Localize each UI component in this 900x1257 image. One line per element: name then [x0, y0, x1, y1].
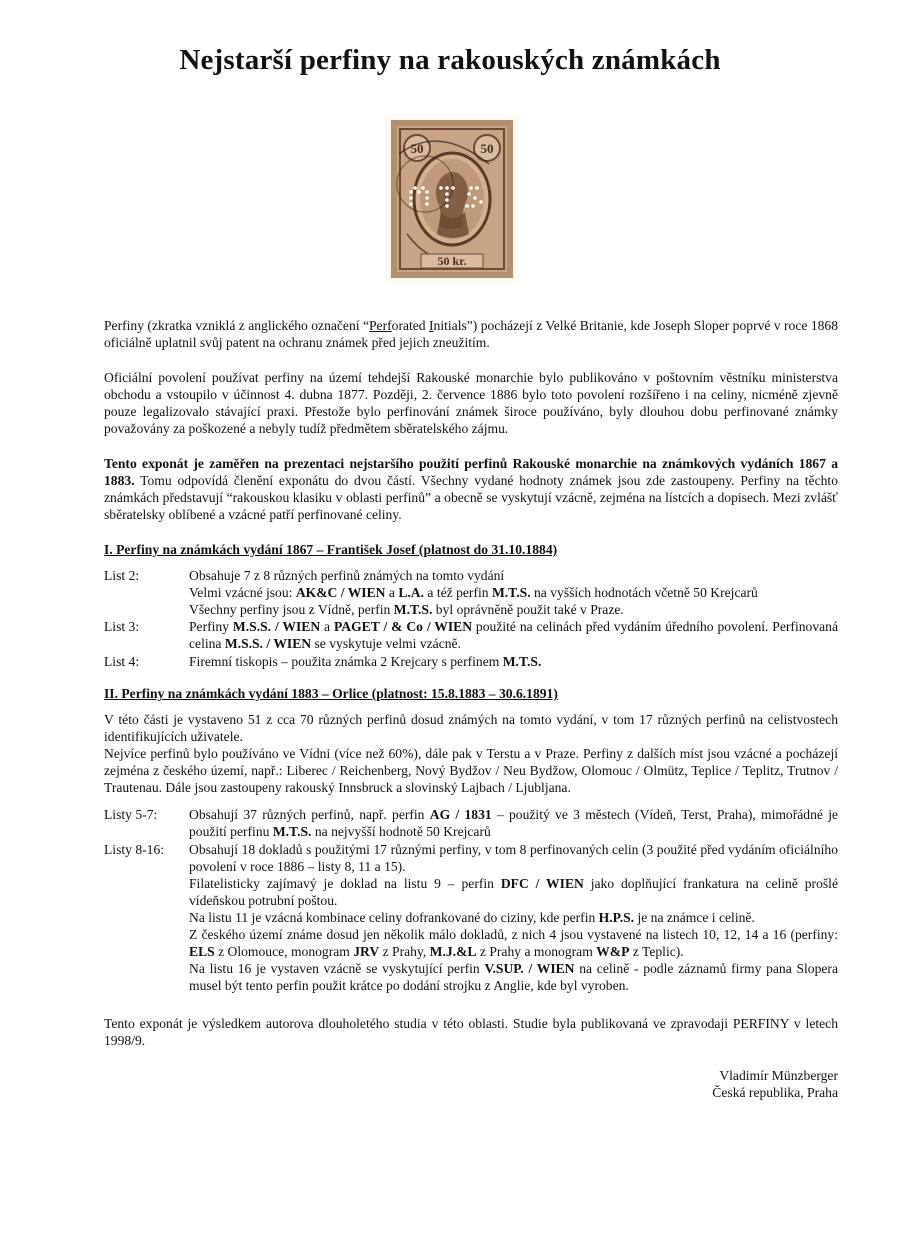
stamp-value-top-left: 50 — [410, 141, 424, 156]
intro-text: nitials”) pocházejí z Velké Britanie, kde Joseph Sloper poprvé v roce 1868 oficiálně uplatnil svůj patent na ochranu známek před jejich zneužitím. — [104, 318, 839, 350]
list-3-entry — [104, 618, 838, 652]
lists-8-16-line: Na listu 11 je vzácná kombinace celiny dofrankované do ciziny, kde perfin H.P.S. je na známce i celině. — [189, 910, 755, 925]
section-1-heading: I. Perfiny na známkách vydání 1867 – František Josef (platnost do 31.10.1884) — [104, 542, 558, 557]
intro-text: Perfiny (zkratka vzniklá z anglického označení “ — [104, 318, 369, 333]
lists-8-16-line: Filatelisticky zajímavý je doklad na listu 9 – perfin DFC / WIEN jako doplňující frankatura na celině prošlé vídeňskou potrubní poštou. — [189, 876, 838, 908]
list-3-text: Perfiny M.S.S. / WIEN a PAGET / & Co / WIEN použité na celinách před vydáním úředního povolení. Perfinovaná celina M.S.S. / WIEN se vyskytuje velmi vzácně. — [189, 619, 838, 651]
lists-8-16-text — [189, 841, 838, 994]
author-place: Česká republika, Praha — [712, 1085, 838, 1100]
lists-8-16-label: Listy 8-16: — [104, 842, 165, 857]
page-title: Nejstarší perfiny na rakouských známkách — [179, 44, 721, 76]
signature-block — [712, 1067, 838, 1101]
section-2-text: V této části je vystaveno 51 z cca 70 různých perfinů dosud známých na tomto vydání, v tom 17 různých perfinů na celistvostech identifikujících uživatele. — [104, 712, 838, 744]
lists-8-16-line: Na listu 16 je vystaven vzácně se vyskytující perfin V.SUP. / WIEN na celině - podle záznamů firmy pana Slopera musel být tento perfin použit krátce po dodání strojku z Anglie, kde byl vyroben. — [189, 961, 838, 993]
list-4-label: List 4: — [104, 654, 140, 669]
list-4-text: Firemní tiskopis – použita známka 2 Krejcary s perfinem M.T.S. — [189, 654, 542, 669]
lists-8-16-line: Z českého území známe dosud jen několik málo dokladů, z nich 4 jsou vystavené na listech 10, 12, 14 a 16 (perfiny: ELS z Olomouce, monogram JRV z Prahy, M.J.&L z Prahy a monogram W&P z Teplic). — [189, 927, 838, 959]
lists-5-7-text: Obsahují 37 různých perfinů, např. perfin AG / 1831 – použitý ve 3 městech (Vídeň, Terst, Praha), mimořádné je použití perfinu M.T.S. na nejvyšší hodnotě 50 Krejcarů — [189, 807, 839, 839]
intro-text: Oficiální povolení používat perfiny na území tehdejší Rakouské monarchie bylo publikováno v poštovním věstníku ministerstva obchodu a vstoupilo v účinnost 4. dubna 1877. Později, 2. července 1886 bylo toto povolení rozšířeno i na celiny, nicméně zjevně pouze legalizovalo stávající praxi. Přestože bylo perfinování známek široce používáno, byly dlouhou dobu perfinované známky považovány za poškozené a nebyly tudíž předmětem sběratelského zájmu. — [104, 370, 838, 436]
stamp-value-top-right: 50 — [480, 141, 494, 156]
intro-focus-statement: Tento exponát je zaměřen na prezentaci nejstaršího použití perfinů Rakouské monarchie na známkových vydáních 1867 a 1883. — [104, 456, 838, 488]
intro-underlined-perf: Perf — [368, 318, 392, 333]
list-2-line: Velmi vzácné jsou: AK&C / WIEN a L.A. a též perfin M.T.S. na vyšších hodnotách včetně 50 Krejcarů — [189, 585, 758, 600]
list-4-entry — [104, 653, 838, 670]
section-2-heading: II. Perfiny na známkách vydání 1883 – Orlice (platnost: 15.8.1883 – 30.6.1891) — [104, 686, 558, 701]
author-name: Vladimír Münzberger — [719, 1068, 838, 1083]
intro-paragraph-3 — [104, 455, 838, 523]
stamp-image — [385, 114, 519, 284]
list-2-label: List 2: — [104, 568, 140, 583]
intro-text: Tomu odpovídá členění exponátu do dvou částí. Všechny vydané hodnoty známek jsou zde zastoupeny. Perfiny na těchto známkách představují “rakouskou klasiku v oblasti perfinů” a obecně se vyskytují vzácně, zejména na lístcích a dopisech. Mezi zvlášť sběratelsky oblíbené a vzácné patří perfinované celiny. — [104, 473, 838, 522]
lists-5-7-entry — [104, 806, 838, 840]
stamp-value-bottom: 50 kr. — [437, 254, 467, 268]
list-2-line: Všechny perfiny jsou z Vídně, perfin M.T.S. byl oprávněně použit také v Praze. — [189, 602, 624, 617]
intro-paragraph-1 — [104, 317, 838, 351]
intro-text: orated — [391, 318, 430, 333]
section-2-paragraph-2 — [104, 745, 838, 796]
lists-8-16-line: Obsahují 18 dokladů s použitými 17 různými perfiny, v tom 8 perfinovaných celin (3 použité před vydáním oficiálního povolení v roce 1886 – listy 8, 11 a 15). — [189, 842, 838, 874]
lists-5-7-label: Listy 5-7: — [104, 807, 158, 822]
closing-paragraph — [104, 1015, 838, 1049]
section-2-paragraph-1 — [104, 711, 838, 745]
list-3-label: List 3: — [104, 619, 140, 634]
list-2-entry — [104, 567, 838, 619]
lists-8-16-entry — [104, 841, 838, 1001]
intro-paragraph-2 — [104, 369, 838, 437]
closing-text: Tento exponát je výsledkem autorova dlouholetého studia v této oblasti. Studie byla publikovaná ve zpravodaji PERFINY v letech 1998/9. — [104, 1016, 838, 1048]
austrian-stamp-illustration — [385, 114, 519, 284]
section-2-text: Nejvíce perfinů bylo používáno ve Vídni (více než 60%), dále pak v Terstu a v Praze. Perfiny z dalších míst jsou vzácné a pocházejí zejména z českého území, např.: Liberec / Reichenberg, Nový Bydžov / Neu Bydžow, Olomouc / Olmütz, Teplice / Teplitz, Trutnov / Trautenau. Dále jsou zastoupeny rakouský Innsbruck a slovinský Lajbach / Ljubljana. — [104, 746, 838, 795]
intro-underlined-i: I — [429, 318, 434, 333]
list-2-line: Obsahuje 7 z 8 různých perfinů známých na tomto vydání — [189, 568, 505, 583]
